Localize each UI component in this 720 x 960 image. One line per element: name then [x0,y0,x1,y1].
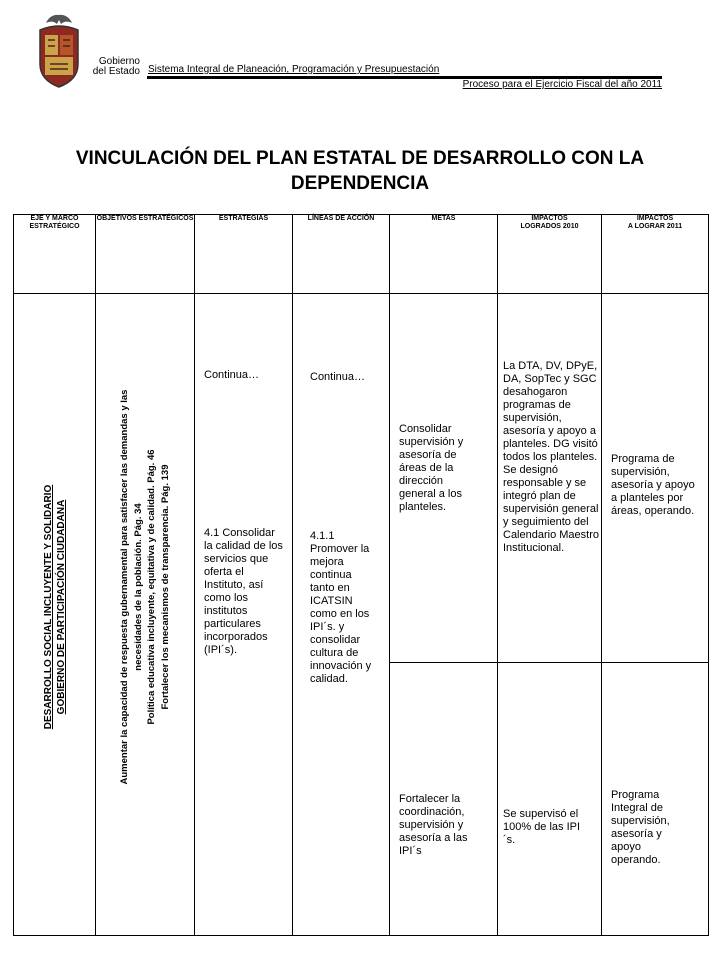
page-title: VINCULACIÓN DEL PLAN ESTATAL DE DESARROLLO CON LA DEPENDENCIA [75,148,645,194]
logrado-1: La DTA, DV, DPyE, DA, SopTec y SGC desahogaron programas de supervisión, asesoría y apoyo a planteles. DG visitó todos los planteles. Se designó responsable y se integró plan de supervisión general y seguimiento del Calendario Maestro Institucional. [503,360,599,554]
header-logrados-line2: LOGRADOS 2010 [520,223,579,230]
logrado-2: Se supervisó el 100% de las IPI´s. [503,807,581,846]
objetivos-text [118,307,172,867]
org-line-2: del Estado [92,66,140,77]
header-lograr-line1: IMPACTOS [636,215,674,222]
logrado-cell-1 [498,294,602,663]
meta-cell-1 [390,294,498,663]
logrado-cell-2 [498,662,602,935]
lineas-text: 4.1.1 Promover la mejora continua tanto en ICATSIN como en los IPI´s. y consolidar cultura de innovación y calidad. [310,530,372,685]
lograr-cell-1 [602,294,709,663]
objetivos-line-3: Política educativa incluyente, equitativa y de calidad. Pág. 46 [146,449,157,725]
header-eje: EJE Y MARCO ESTRATÉGICO [14,215,96,294]
eje-cell [14,294,96,936]
estrategias-cell [195,294,293,936]
estrategias-continua: Continua… [204,369,260,381]
plan-alignment-table [13,214,709,936]
fiscal-process: Proceso para el Ejercicio Fiscal del año 2011 [462,79,662,90]
header-objetivos: OBJETIVOS ESTRATÉGICOS [96,215,195,294]
lineas-cell [293,294,390,936]
system-name: Sistema Integral de Planeación, Programación y Presupuestación [148,64,440,75]
state-seal-logo [34,12,84,90]
meta-1: Consolidar supervisión y asesoría de áreas de la dirección general a los planteles. [399,423,464,513]
header-lograr-line2: A LOGRAR 2011 [627,223,683,230]
lineas-continua: Continua… [310,371,366,383]
header-lineas: LÍNEAS DE ACCIÓN [293,215,390,294]
header-estrategias: ESTRATEGIAS [195,215,293,294]
objetivos-line-2: necesidades de la población. Pág. 34 [132,503,144,671]
meta-2: Fortalecer la coordinación, supervisión y asesoría a las IPI´s [399,792,468,857]
lograr-cell-2 [602,662,709,935]
org-line-1: Gobierno [98,56,140,67]
objetivos-line-4: Fortalecer los mecanismos de transparencia. Pág. 139 [159,464,171,710]
header-logrados [498,215,602,294]
lograr-2: Programa Integral de supervisión, asesoría y apoyo operando. [611,788,670,866]
header-logrados-line1: IMPACTOS [531,215,568,222]
lograr-1: Programa de supervisión, asesoría y apoyo a planteles por áreas, operando. [611,453,695,517]
meta-cell-2 [390,662,498,935]
objetivos-cell [96,294,195,936]
table-row [14,294,709,663]
objetivos-line-1: Aumentar la capacidad de respuesta gubernamental para satisfacer las demandas y las [119,389,130,785]
header-lograr [602,215,709,294]
table-header-row [14,215,709,294]
government-label [86,57,140,77]
eje-text [42,327,68,887]
header-metas: METAS [390,215,498,294]
estrategias-text: 4.1 Consolidar la calidad de los servicios que oferta el Instituto, así como los institutos particulares incorporados (IPI´s). [204,527,283,656]
eje-line-2: GOBIERNO DE PARTICIPACIÓN CIUDADANA [56,499,67,715]
eje-line-1: DESARROLLO SOCIAL INCLUYENTE Y SOLIDARIO [43,484,54,730]
